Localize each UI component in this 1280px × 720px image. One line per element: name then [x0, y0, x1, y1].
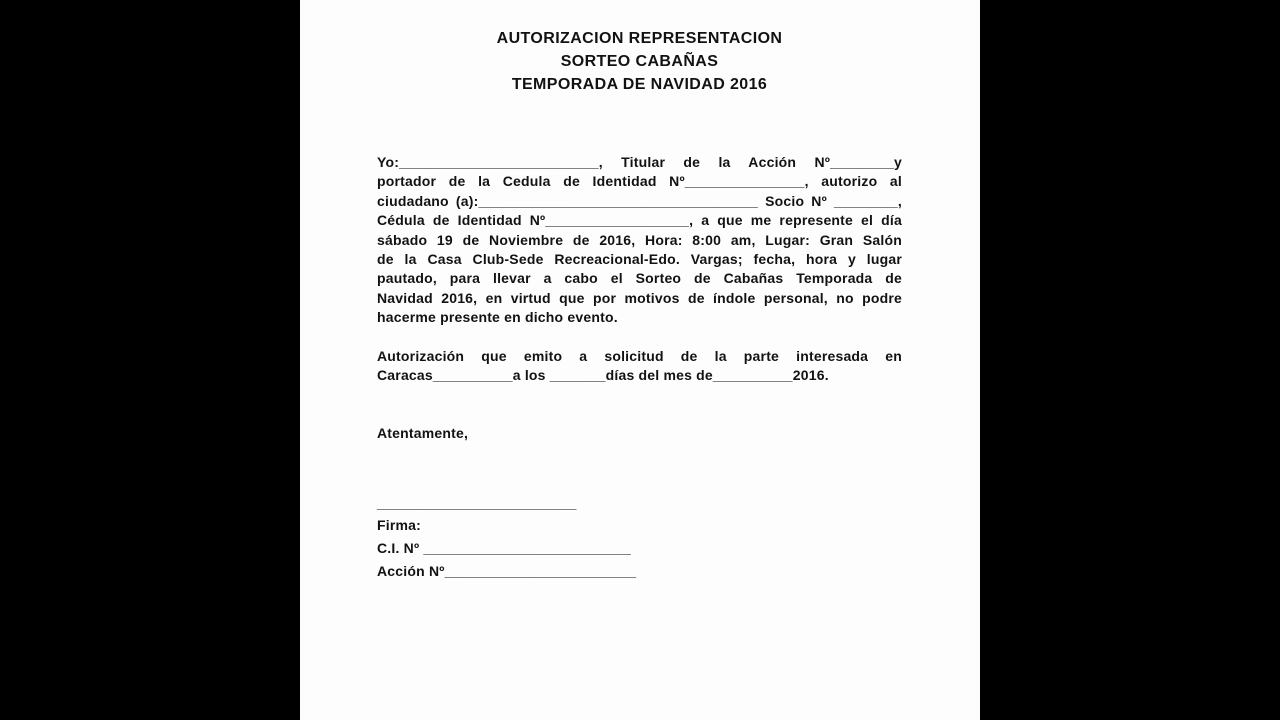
paragraph-line: ciudadano (a):___________________________________ Socio Nº ________, — [377, 192, 902, 209]
signature-rule: _________________________ — [377, 494, 577, 511]
issuance-paragraph — [377, 347, 902, 386]
paragraph-line: Yo:_________________________, Titular de la Acción Nº________y — [377, 154, 902, 170]
document-title — [377, 27, 902, 96]
paragraph-line: Cédula de Identidad Nº__________________, a que me represente el día — [377, 212, 902, 229]
ci-number-line: C.I. Nº __________________________ — [377, 540, 632, 557]
paragraph-line: portador de la Cedula de Identidad Nº_______________, autorizo al — [377, 173, 902, 190]
title-line-temporada: TEMPORADA DE NAVIDAD 2016 — [511, 76, 768, 93]
firma-label: Firma: — [377, 517, 421, 534]
letterbox-left — [0, 0, 300, 720]
signature-block — [377, 492, 902, 582]
closing-salutation: Atentamente, — [377, 425, 469, 442]
accion-number-line: Acción Nº________________________ — [377, 562, 637, 579]
paragraph-line: hacerme presente en dicho evento. — [377, 309, 618, 326]
paragraph-line: Caracas__________a los _______días del mes de__________2016. — [377, 367, 829, 384]
paragraph-line: Navidad 2016, en virtud que por motivos de índole personal, no podre — [377, 289, 902, 306]
paragraph-line: Autorización que emito a solicitud de la parte interesada en — [377, 347, 902, 364]
title-line-sorteo: SORTEO CABAÑAS — [560, 53, 719, 70]
document-page — [300, 0, 980, 720]
paragraph-line: sábado 19 de Noviembre de 2016, Hora: 8:00 am, Lugar: Gran Salón — [377, 231, 902, 248]
paragraph-line: pautado, para llevar a cabo el Sorteo de Cabañas Temporada de — [377, 270, 902, 287]
letterbox-right — [980, 0, 1280, 720]
title-line-authorization: AUTORIZACION REPRESENTACION — [496, 30, 783, 47]
authorization-paragraph — [377, 153, 902, 328]
paragraph-line: de la Casa Club-Sede Recreacional-Edo. Vargas; fecha, hora y lugar — [377, 251, 902, 268]
